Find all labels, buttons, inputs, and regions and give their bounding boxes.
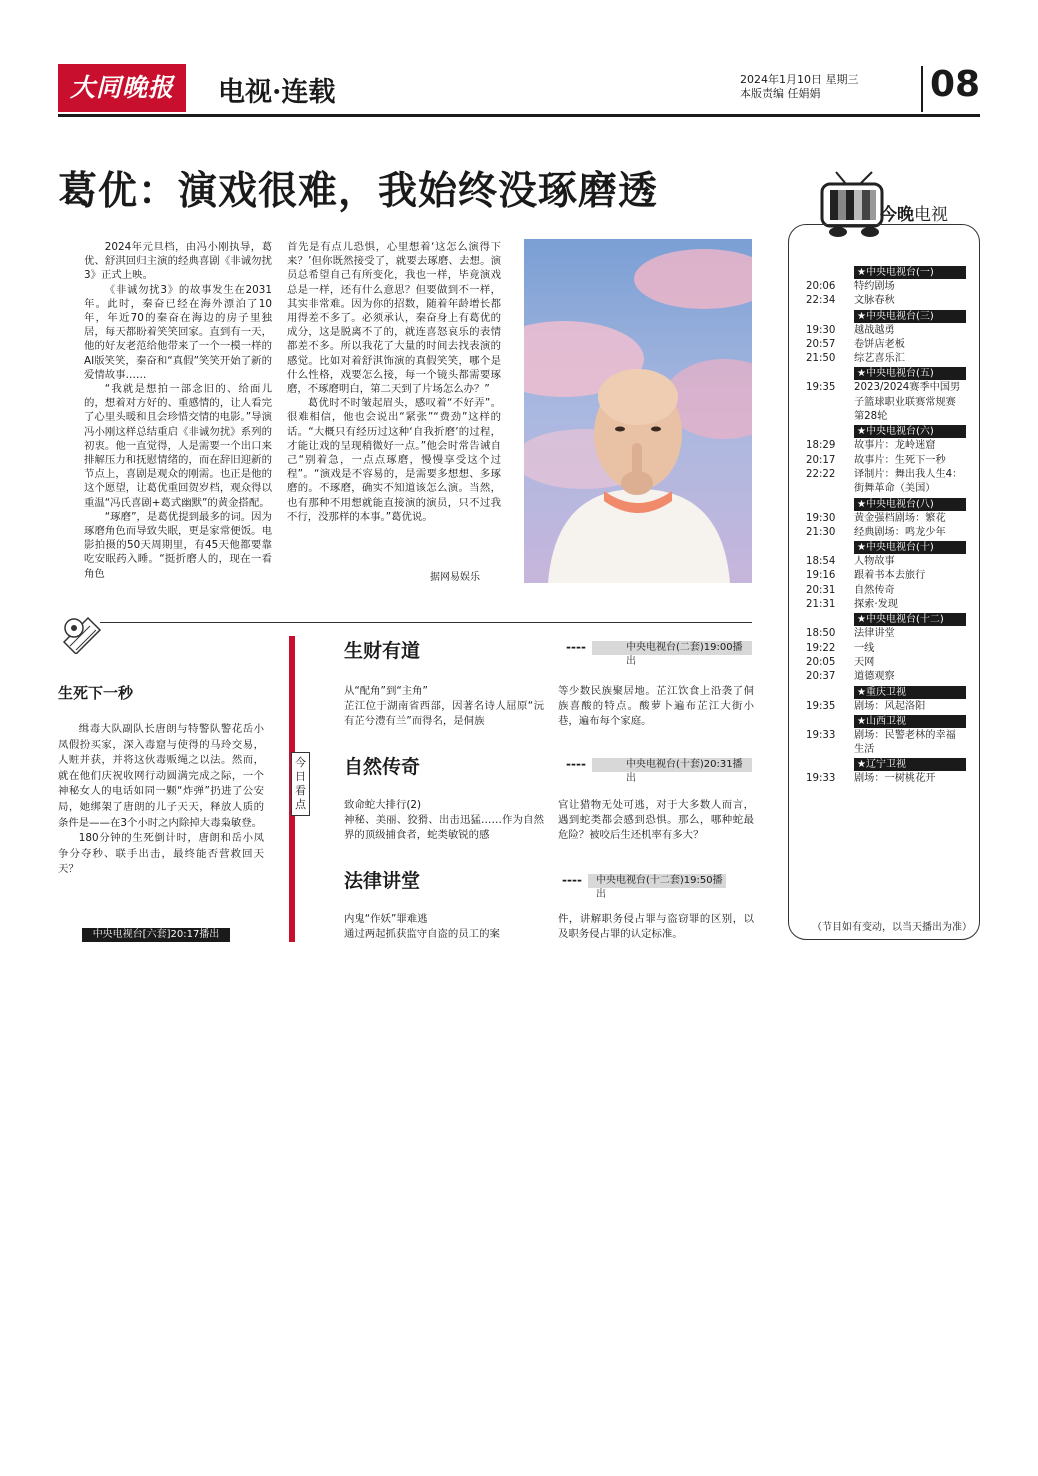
schedule-row: [806, 656, 966, 670]
tonight-tv-title: [880, 200, 948, 225]
article-paragraph: 首先是有点儿恐惧，心里想着‘这怎么演得下来？’但你既然接受了，就要去琢磨、去想。演员总希望自己有所变化，我也一样，毕竟演戏总是一样，还有什么意思？但要做到不一样，其实非常难。因为你的招数，随着年龄增长都用得差不多了。必须承认，秦奋身上有葛优的成分，这是脱离不了的，就连喜怒哀乐的表情都差不多。所以我花了大量的时间去找表演的感觉。比如对着舒淇饰演的真假笑笑，哪个是什么性格，戏要怎么接，每一个镜头都需要琢磨，不琢磨明白，第二天到了片场怎么办？”: [287, 241, 501, 396]
program-time: 22:34: [806, 295, 836, 307]
program-time: 20:06: [806, 281, 836, 292]
highlight-text-right: 官让猎物无处可逃，对于大多数人而言，遇到蛇类都会感到恐惧。那么，哪种蛇最危险？被咬后生还机率有多大？: [558, 799, 754, 841]
article-headline: 葛优：演戏很难，我始终没琢磨透: [58, 168, 659, 214]
highlight-airtime: 中央电视台(十套)20:31播出: [592, 758, 752, 772]
program-name: 探索·发现: [854, 599, 898, 611]
program-time: 20:57: [806, 338, 836, 350]
schedule-row: [806, 598, 966, 612]
program-name: 经典剧场：鸣龙少年: [854, 526, 946, 538]
schedule-row: [806, 772, 966, 786]
program-name: 越战越勇: [854, 324, 895, 336]
highlights-label: 今日看点: [291, 752, 310, 816]
feature-airtime: 中央电视台[六套]20:17播出: [82, 928, 230, 942]
channel-header: ★山西卫视: [854, 715, 966, 728]
highlight-airtime: 中央电视台(二套)19:00播出: [592, 641, 752, 655]
program-time: 20:37: [806, 671, 836, 683]
article-paragraph: “我就是想拍一部念旧的、给面儿的，想着对方好的、重感情的，让人看完了心里头暖和且会珍惜交情的电影。”导演冯小刚这样总结重启《非诚勿扰》系列的初衷。他一直觉得，人是需要一个出口来排解压力和抚慰情绪的，而在辞旧迎新的节点上，喜剧是观众的刚需。也正是他的这个愿望，让葛优重回贺岁档，观众得以重温“冯氏喜剧+葛式幽默”的黄金搭配。: [84, 383, 272, 509]
schedule-row: [806, 700, 966, 714]
highlight-text-right: 件，讲解职务侵占罪与盗窃罪的区别，以及职务侵占罪的认定标准。: [558, 913, 754, 940]
article-paragraph: 葛优时不时皱起眉头，感叹着“不好弄”。很难相信，他也会说出“紧张”“费劲”这样的话。“大概只有经历过这种‘自我折磨’的过程，才能让戏的呈现稍微好一点。”他会时常告诫自己“别着急，一点点琢磨，慢慢享受这个过程”。“演戏是不容易的，是需要多想想、多琢磨的。不琢磨，确实不知道该怎么演。当然，也有那种不用想就能直接演的演员，只不过我不行，没那样的本事。”葛优说。: [287, 397, 501, 523]
highlight-title: 生财有道: [344, 640, 421, 662]
program-name: 剧场：一树桃花开: [854, 773, 936, 785]
feature-body: [58, 722, 264, 878]
schedule-row: [806, 381, 966, 424]
program-time: 21:30: [806, 526, 836, 538]
program-time: 21:50: [806, 353, 836, 365]
program-name: 黄金强档剧场：繁花: [854, 512, 946, 524]
schedule-row: [806, 555, 966, 569]
airtime-dash: ----: [566, 757, 586, 771]
program-time: 19:22: [806, 642, 836, 654]
program-name: 故事片：生死下一秒: [854, 454, 946, 466]
schedule-row: [806, 338, 966, 352]
channel-header: ★重庆卫视: [854, 686, 966, 699]
portrait-photo: [524, 239, 752, 583]
schedule-row: [806, 454, 966, 468]
article-paragraph: 《非诚勿扰3》的故事发生在2031年。此时，秦奋已经在海外漂泊了10年，年近70的秦奋在海边的房子里独居，每天都盼着笑笑回家。直到有一天，他的好友老范给他带来了一个一模一样的AI版笑笑，秦奋和“真假”笑笑开始了新的爱情故事……: [84, 283, 272, 381]
newspaper-logo: 大同晚报: [58, 64, 186, 112]
feature-paragraph: 180分钟的生死倒计时，唐朗和岳小凤争分夺秒、联手出击，最终能否营救回天天？: [58, 832, 264, 876]
program-time: 21:31: [806, 599, 836, 611]
program-time: 20:05: [806, 656, 836, 668]
page-number-divider: [921, 66, 923, 112]
highlight-airtime: 中央电视台(十二套)19:50播出: [588, 874, 726, 888]
page-number: 08: [930, 64, 981, 105]
schedule-row: [806, 627, 966, 641]
highlight-text-left: 内鬼“作妖”罪难逃 通过两起抓获监守自盗的员工的案: [344, 913, 500, 940]
highlight-title: 法律讲堂: [344, 870, 421, 892]
schedule-row: [806, 352, 966, 366]
program-time: 19:33: [806, 773, 836, 785]
issue-info: [740, 73, 859, 101]
header-rule: [58, 114, 980, 117]
feature-title: 生死下一秒: [58, 684, 134, 702]
program-time: 19:30: [806, 324, 836, 336]
program-time: 19:30: [806, 512, 836, 524]
program-time: 19:16: [806, 570, 836, 582]
program-name: 跟着书本去旅行: [854, 570, 926, 582]
program-name: 译制片：舞出我人生4：街舞革命（美国）: [854, 468, 963, 495]
program-name: 人物故事: [854, 556, 895, 568]
schedule-row: [806, 526, 966, 540]
schedule-row: [806, 642, 966, 656]
program-name: 特约剧场: [854, 281, 895, 292]
airtime-dash: ----: [562, 873, 582, 887]
program-time: 22:22: [806, 468, 836, 480]
program-name: 天网: [854, 656, 875, 668]
program-name: 自然传奇: [854, 584, 895, 596]
article-column-1: [84, 240, 272, 581]
article-credit: 据网易娱乐: [430, 572, 480, 583]
article-paragraph: 2024年元旦档，由冯小刚执导，葛优、舒淇回归主演的经典喜剧《非诚勿扰3》正式上映。: [84, 241, 272, 282]
channel-header: ★中央电视台(三): [854, 310, 966, 323]
article-paragraph: “琢磨”，是葛优提到最多的词。因为琢磨角色而导致失眠，更是家常便饭。电影拍摄的50天周期里，有45天他都要靠吃安眠药入睡。“挺折磨人的，现在一看角色: [84, 510, 272, 580]
page-editor: 本版责编 任娟娟: [740, 87, 821, 100]
highlight-text-left: 从“配角”到“主角” 芷江位于湖南省西部，因著名诗人屈原“沅有芷兮澧有兰”而得名，是侗族: [344, 685, 544, 727]
program-name: 剧场：风起洛阳: [854, 700, 926, 712]
schedule-row: [806, 729, 966, 758]
feature-paragraph: 缉毒大队副队长唐朗与特警队警花岳小凤假扮买家，深入毒窟与使得的马玲交易，人赃并获，并将这伙毒贩绳之以法。然而，就在他们庆祝收网行动圆满完成之际，一个神秘女人的电话如同一颗“炸弹”扔进了公安局，她绑架了唐朗的儿子天天，释放人质的条件是——在3个小时之内除掉大毒枭敏登。: [58, 723, 264, 829]
highlight-text-left: 致命蛇大排行(2) 神秘、美丽、狡猾、出击迅猛……作为自然界的顶级捕食者，蛇类敏锐的感: [344, 799, 544, 841]
program-name: 卷饼店老板: [854, 338, 905, 350]
section-title: 电视·连载: [218, 77, 336, 108]
schedule-row: [806, 294, 966, 308]
schedule-row: [806, 584, 966, 598]
program-name: 文脉春秋: [854, 295, 895, 307]
program-time: 19:35: [806, 382, 836, 394]
program-time: 20:17: [806, 454, 836, 466]
airtime-dash: ----: [566, 640, 586, 654]
highlight-title: 自然传奇: [344, 756, 421, 778]
program-name: 综艺喜乐汇: [854, 353, 905, 365]
tonight-tv-title-rest: 电视: [914, 205, 948, 225]
program-name: 2023/2024赛季中国男子篮球职业联赛常规赛第28轮: [854, 382, 961, 423]
channel-header: ★中央电视台(五): [854, 367, 966, 380]
schedule-row: [806, 324, 966, 338]
program-name: 剧场：民警老林的幸福生活: [854, 729, 956, 756]
film-reel-icon: [60, 612, 104, 654]
schedule-row: [806, 468, 966, 497]
program-time: 18:54: [806, 556, 836, 568]
schedule-row: [806, 280, 966, 294]
program-name: 法律讲堂: [854, 628, 895, 640]
program-time: 19:33: [806, 729, 836, 741]
issue-date: 2024年1月10日 星期三: [740, 73, 859, 86]
channel-header: ★中央电视台(十二): [854, 613, 966, 626]
channel-header: ★中央电视台(六): [854, 425, 966, 438]
schedule-row: [806, 569, 966, 583]
schedule-note: （节目如有变动，以当天播出为准）: [812, 922, 972, 933]
highlight-text-right: 等少数民族聚居地。芷江饮食上沿袭了侗族喜酸的特点。酸萝卜遍布芷江大街小巷，遍布每个家庭。: [558, 685, 754, 727]
program-time: 20:31: [806, 584, 836, 596]
channel-header: ★中央电视台(八): [854, 498, 966, 511]
channel-header: ★中央电视台(一): [854, 266, 966, 279]
schedule-row: [806, 439, 966, 453]
tonight-tv-title-bold: 今晚: [880, 205, 914, 225]
program-name: 一线: [854, 642, 875, 654]
program-name: 故事片：龙岭迷窟: [854, 440, 936, 452]
article-column-2: [287, 240, 501, 524]
channel-header: ★辽宁卫视: [854, 758, 966, 771]
channel-header: ★中央电视台(十): [854, 541, 966, 554]
tv-schedule: [806, 265, 966, 787]
schedule-row: [806, 670, 966, 684]
program-time: 18:50: [806, 628, 836, 640]
program-time: 19:35: [806, 700, 836, 712]
schedule-row: [806, 512, 966, 526]
program-name: 道德观察: [854, 671, 895, 683]
program-time: 18:29: [806, 440, 836, 452]
section-rule: [100, 622, 752, 623]
